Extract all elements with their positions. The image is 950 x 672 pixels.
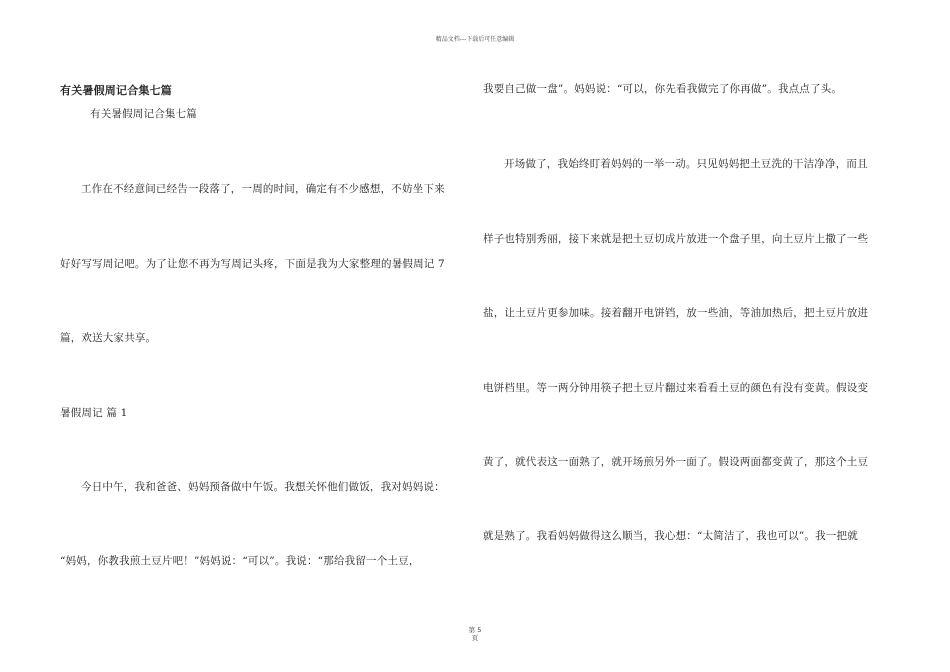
paragraph-line: 篇，欢送大家共享。 <box>60 332 157 344</box>
paragraph-line: 黄了，就代表这一面熟了，就开场煎另外一面了。假设两面都变黄了，那这个土豆 <box>483 456 869 468</box>
paragraph-line: 盐，让土豆片更参加味。接着翻开电饼铛，放一些油，等油加热后，把土豆片放进 <box>483 307 869 319</box>
paragraph-line: 就是熟了。我看妈妈做得这么顺当，我心想：“太简洁了，我也可以”。我一把就 <box>483 530 858 542</box>
paragraph-line: 样子也特别秀丽，接下来就是把土豆切成片放进一个盘子里，向土豆片上撒了一些 <box>483 233 869 245</box>
paragraph-line: “妈妈，你教我煎土豆片吧！”妈妈说：“可以”。我说：“那给我留一个土豆， <box>60 555 420 567</box>
page-header: 精品文档---下载后可任意编辑 <box>435 36 515 43</box>
page-number-line2: 页 <box>471 634 479 642</box>
paragraph-line: 好好写写周记吧。为了让您不再为写周记头疼，下面是我为大家整理的暑假周记 7 <box>60 258 445 270</box>
page-number-line1: 第 5 <box>468 626 482 634</box>
paragraph-line: 开场做了，我始终盯着妈妈的一举一动。只见妈妈把土豆洗的干洁净净，而且 <box>504 158 868 170</box>
section-heading: 暑假周记 篇 1 <box>60 407 128 419</box>
paragraph-line: 电饼档里。等一两分钟用筷子把土豆片翻过来看看土豆的颜色有没有变黄。假设变 <box>483 382 869 394</box>
document-title: 有关暑假周记合集七篇 <box>60 84 172 97</box>
paragraph-line: 今日中午，我和爸爸、妈妈预备做中午饭。我想关怀他们做饭，我对妈妈说： <box>81 481 445 493</box>
paragraph-line: 我要自己做一盘”。妈妈说：“可以，你先看我做完了你再做”。我点点了头。 <box>483 83 843 95</box>
document-subtitle: 有关暑假周记合集七篇 <box>90 108 197 120</box>
page-number <box>0 626 950 642</box>
paragraph-line: 工作在不经意间已经告一段落了，一周的时间，确定有不少感想，不妨坐下来 <box>81 183 445 195</box>
